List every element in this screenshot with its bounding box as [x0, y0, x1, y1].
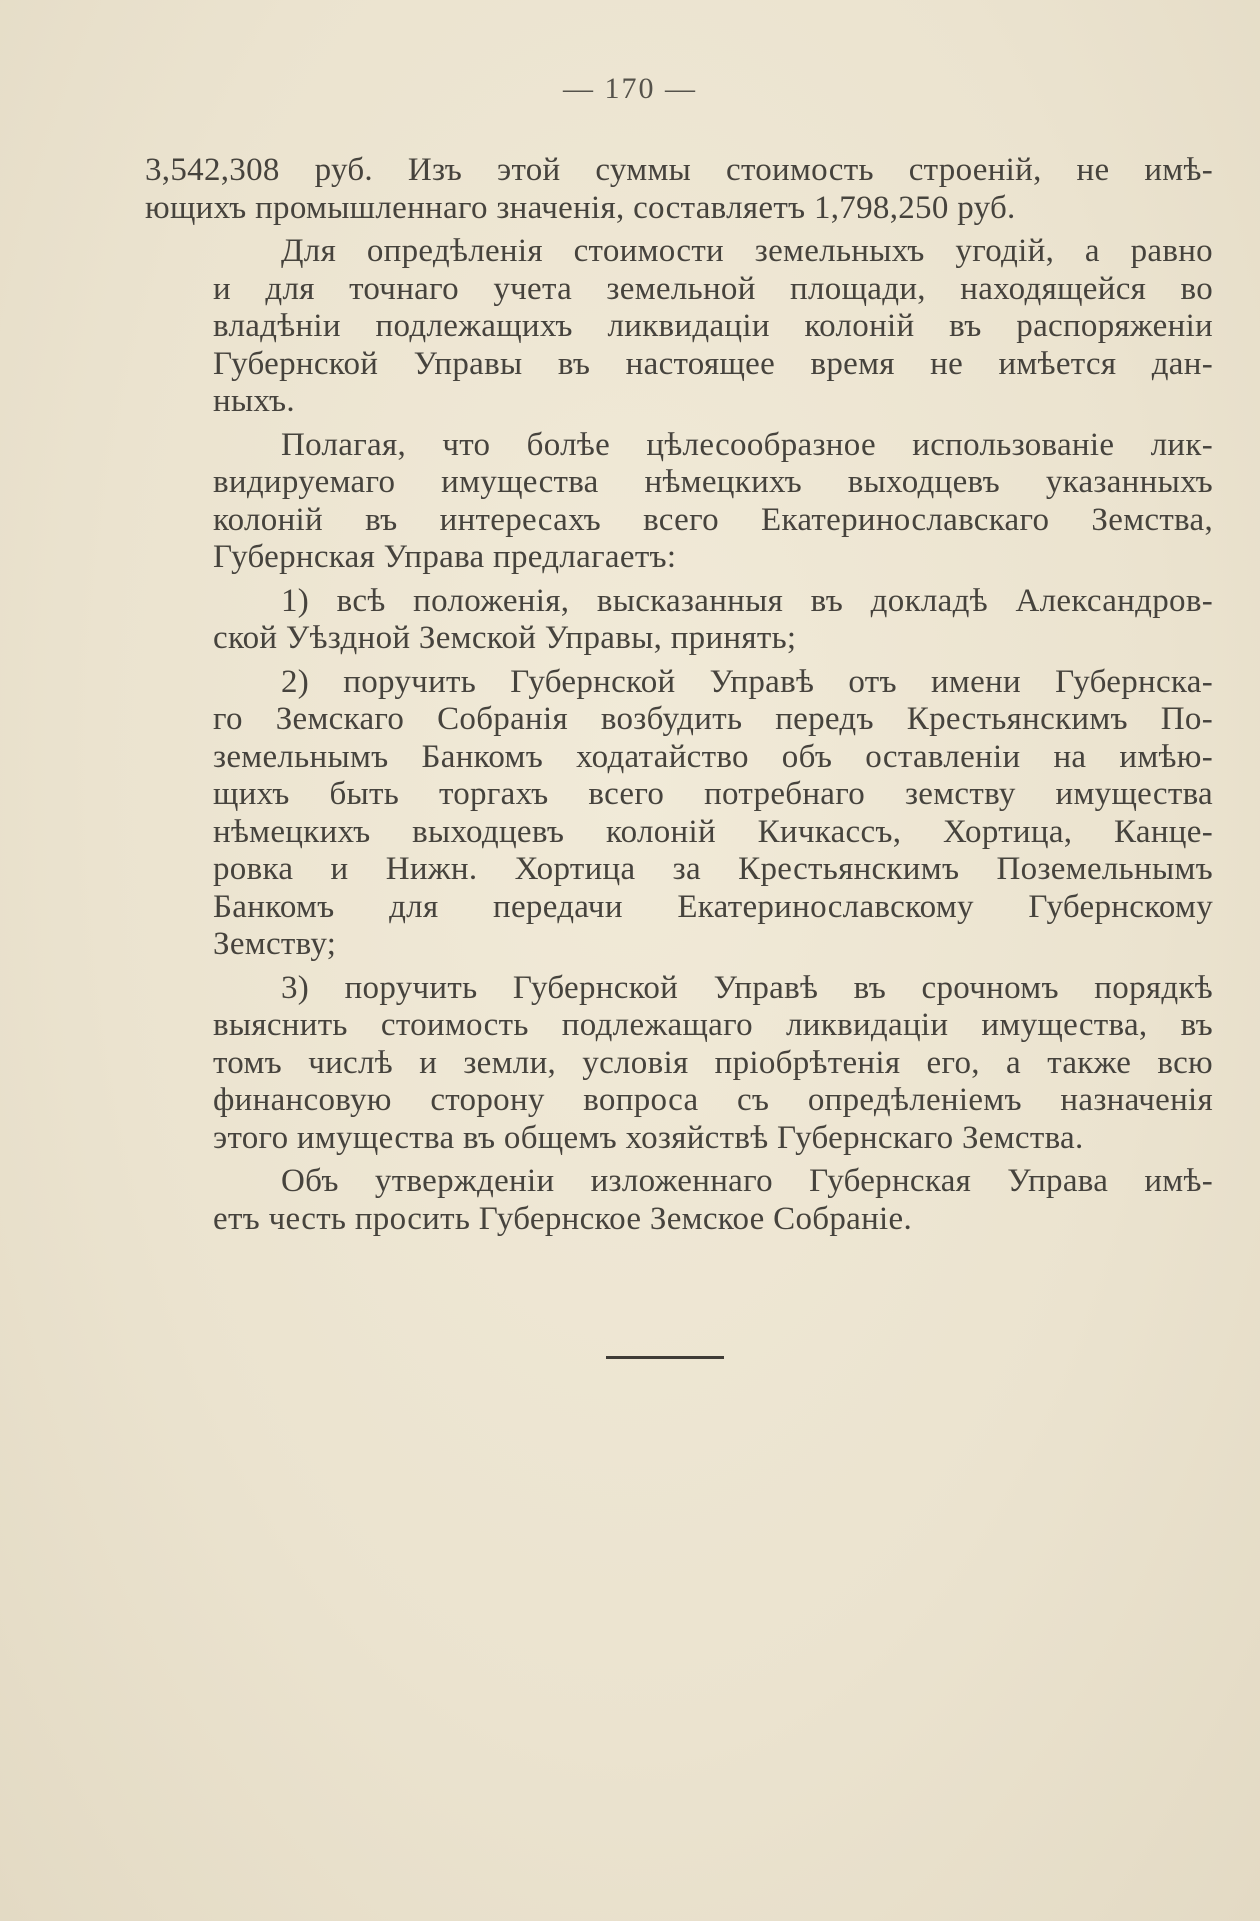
text-line: этого имущества въ общемъ хозяйствѣ Губернскаго Земства. — [213, 1119, 1084, 1156]
text-line: финансовую сторону вопроса съ опредѣленіемъ назначенія — [213, 1082, 1213, 1118]
text-line: 1) всѣ положенія, высказанныя въ докладѣ Александров- — [281, 582, 1213, 619]
text-line: ющихъ промышленнаго значенія, составляетъ 1,798,250 руб. — [145, 189, 1016, 226]
paragraph-1 — [145, 152, 1213, 227]
text-line: нѣмецкихъ выходцевъ колоній Кичкассъ, Хортица, Канце- — [213, 813, 1213, 850]
text-line: 2) поручить Губернской Управѣ отъ имени Губернска- — [281, 663, 1213, 700]
text-line: Банкомъ для передачи Екатеринославскому Губернскому — [213, 888, 1213, 925]
text-line: видируемаго имущества нѣмецкихъ выходцевъ указанныхъ — [213, 464, 1213, 500]
text-line: ской Уѣздной Земской Управы, принять; — [213, 620, 797, 656]
text-line: земельнымъ Банкомъ ходатайство объ оставленіи на имѣю- — [213, 738, 1213, 775]
paragraph-3 — [145, 427, 1213, 577]
text-line: ныхъ. — [213, 383, 295, 419]
text-line: Объ утвержденіи изложеннаго Губернская Управа имѣ- — [281, 1163, 1213, 1199]
text-line: колоній въ интересахъ всего Екатеринославскаго Земства, — [213, 501, 1213, 538]
paragraph-6 — [145, 970, 1213, 1158]
body-text — [145, 152, 1213, 1244]
text-line: Губернская Управа предлагаетъ: — [213, 539, 677, 575]
paragraph-4 — [145, 583, 1213, 658]
paragraph-7 — [145, 1163, 1213, 1238]
paragraph-5 — [145, 664, 1213, 964]
text-line: го Земскаго Собранія возбудить передъ Крестьянскимъ По- — [213, 701, 1213, 737]
text-line: етъ честь просить Губернское Земское Собраніе. — [213, 1200, 913, 1237]
text-line: ровка и Нижн. Хортица за Крестьянскимъ Поземельнымъ — [213, 851, 1213, 887]
page-number: — 170 — — [563, 72, 697, 105]
text-line: выяснить стоимость подлежащаго ликвидаціи имущества, въ — [213, 1007, 1213, 1043]
text-line: 3,542,308 руб. Изъ этой суммы стоимость строеній, не имѣ- — [145, 152, 1213, 188]
text-line: щихъ быть торгахъ всего потребнаго земству имущества — [213, 776, 1213, 812]
text-line: Губернской Управы въ настоящее время не имѣется дан- — [213, 345, 1213, 382]
paragraph-2 — [145, 233, 1213, 421]
section-divider — [606, 1356, 724, 1359]
text-line: владѣніи подлежащихъ ликвидаціи колоній въ распоряженіи — [213, 308, 1213, 344]
text-line: и для точнаго учета земельной площади, находящейся во — [213, 270, 1213, 307]
text-line: Для опредѣленія стоимости земельныхъ угодій, а равно — [281, 233, 1213, 269]
text-line: Земству; — [213, 926, 337, 962]
text-line: томъ числѣ и земли, условія пріобрѣтенія его, а также всю — [213, 1044, 1213, 1081]
text-line: Полагая, что болѣе цѣлесообразное использованіе лик- — [281, 426, 1213, 463]
text-line: 3) поручить Губернской Управѣ въ срочномъ порядкѣ — [281, 969, 1213, 1006]
